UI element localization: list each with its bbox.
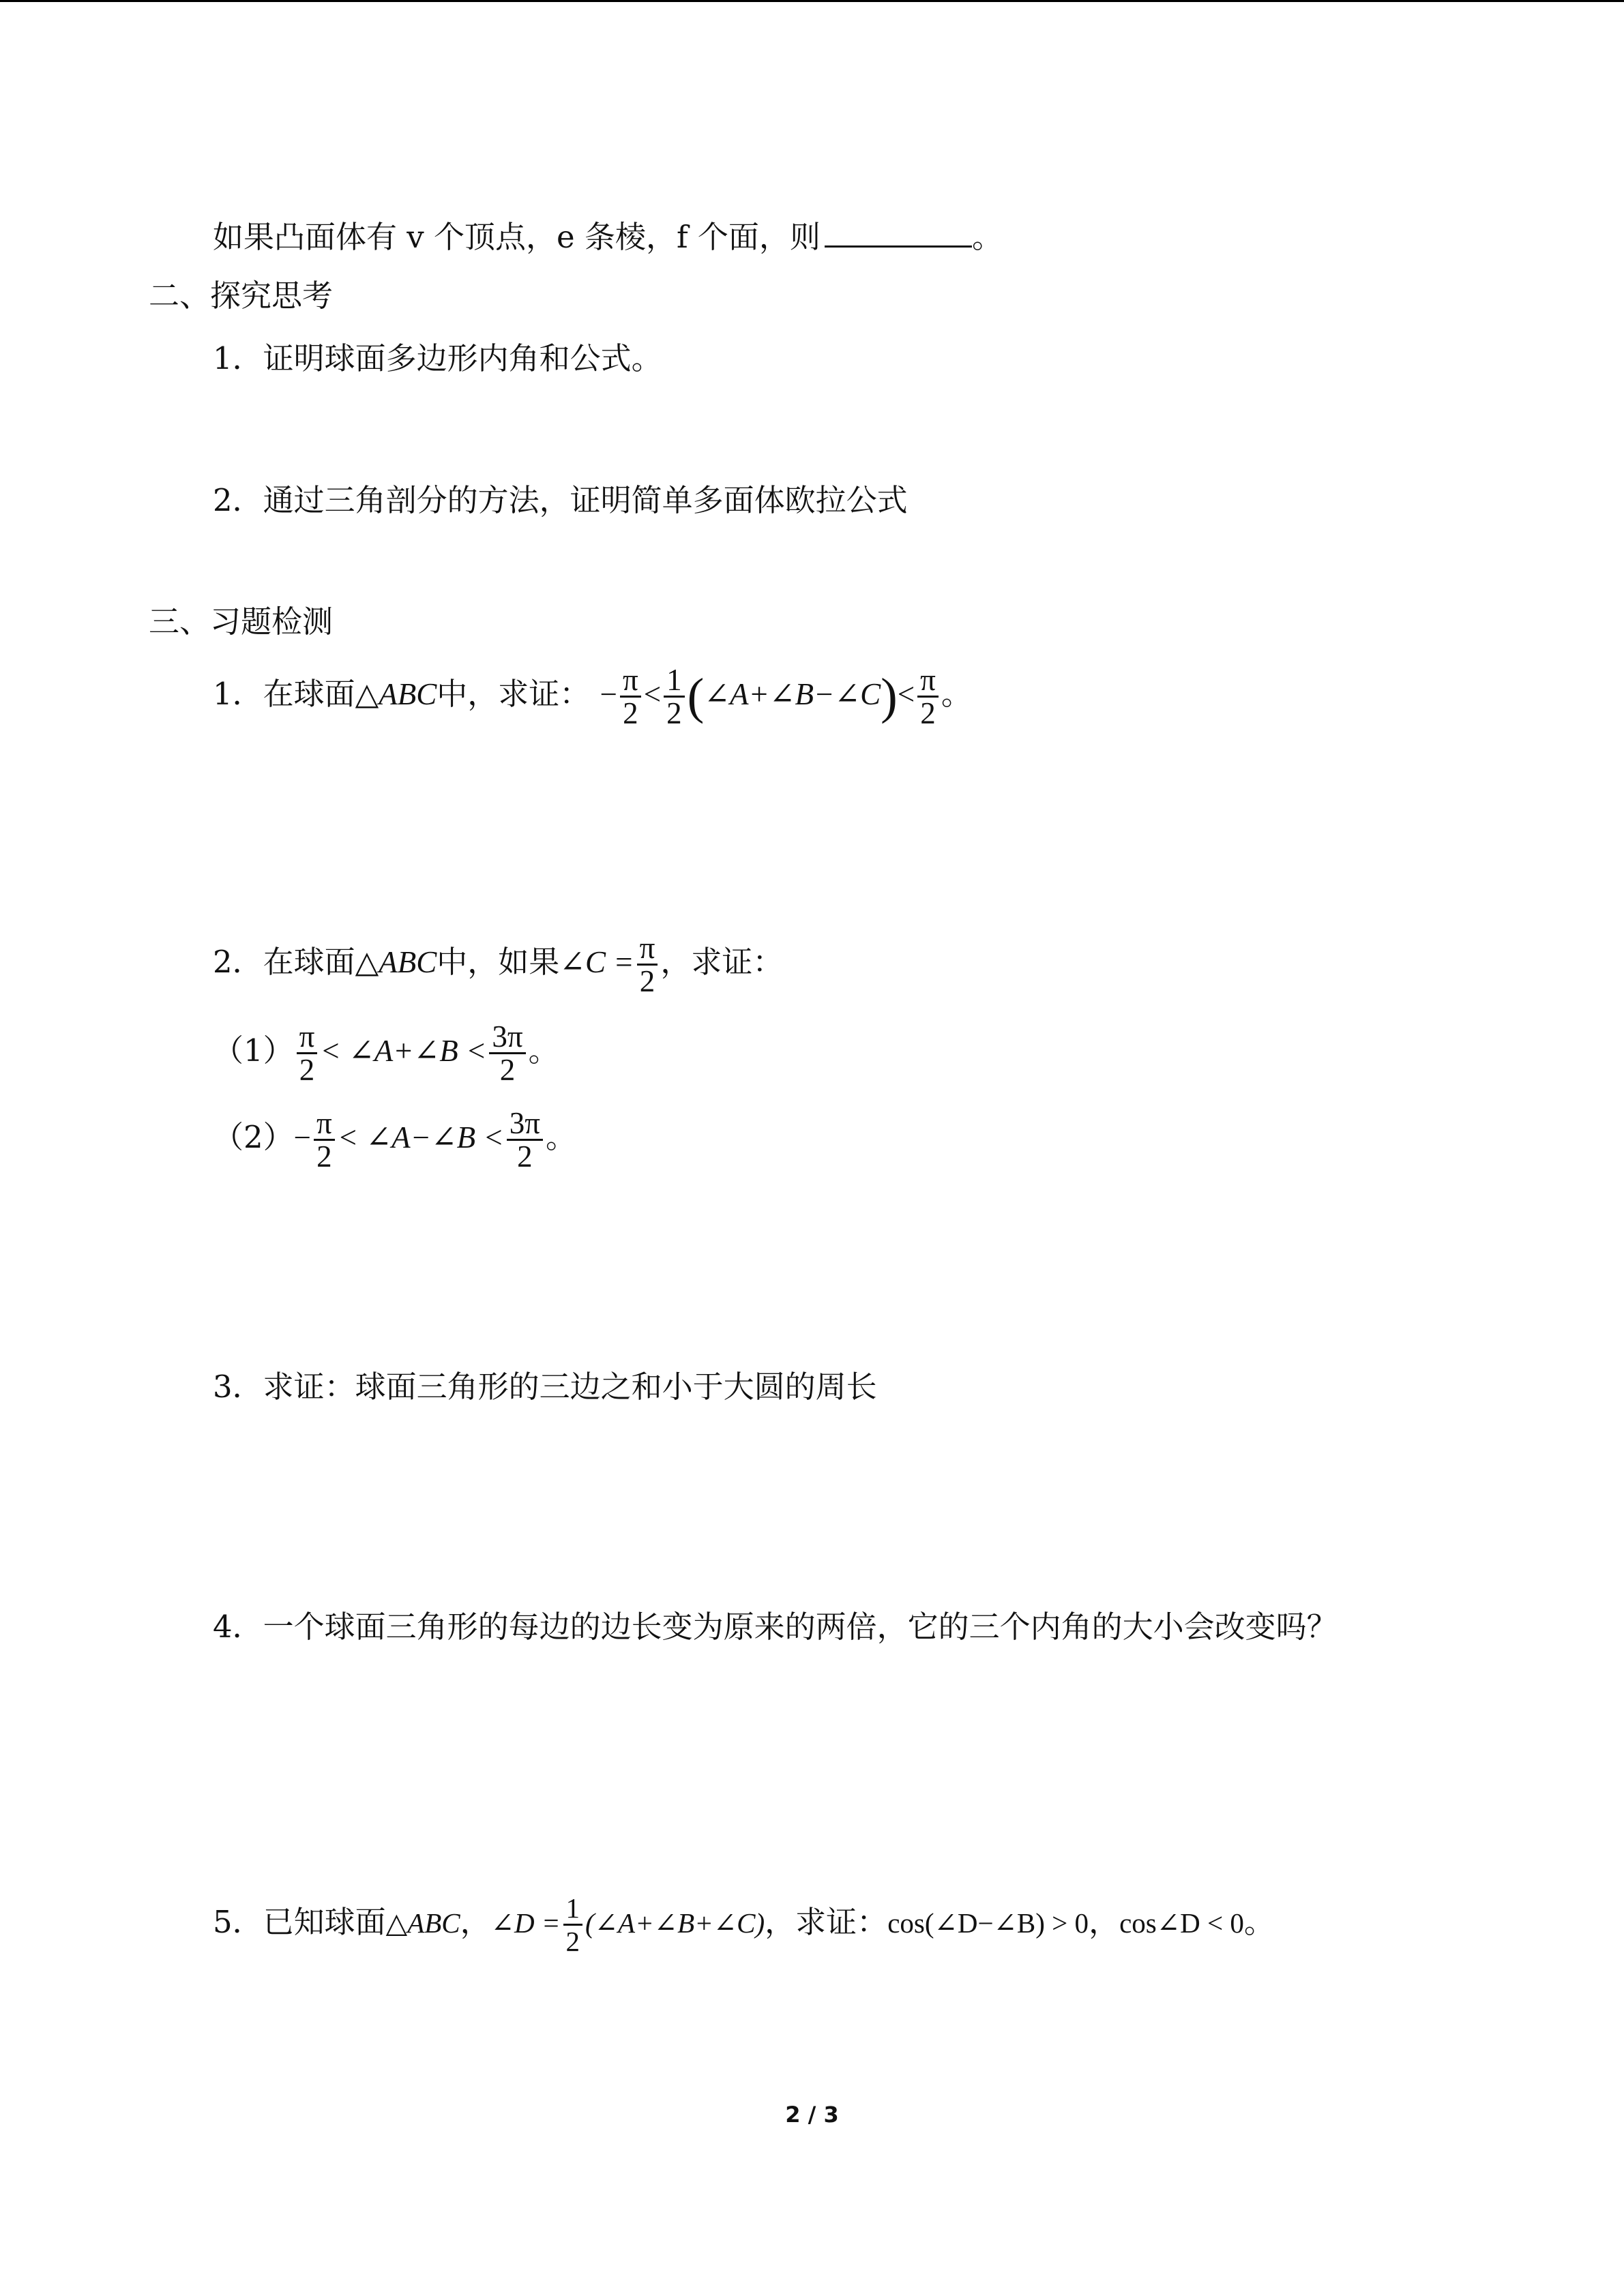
- intro-text: 如果凸面体有 v 个顶点，e 条棱，f 个面，则: [213, 219, 821, 255]
- fraction-pi-over-2: $\frac{\pi}{2}$: [637, 932, 658, 997]
- question-2-part-1: （1） $\frac{\pi}{2}$ < ∠A+∠B < $\frac{3\pi}{2}$ 。: [213, 1019, 559, 1087]
- question-1: 1．在球面△ABC中，求证： − $\frac{\pi}{2}$ < $\frac{1}{2}$ (∠A+∠B−∠C)< $\frac{\pi}{2}$ 。: [213, 663, 972, 730]
- fraction-pi-over-2: $\frac{\pi}{2}$: [297, 1021, 318, 1086]
- fraction-one-half: $\frac{1}{2}$: [563, 1892, 583, 1957]
- fraction-pi-over-2: $\frac{\pi}{2}$: [620, 664, 641, 729]
- section2-item2: 2．通过三角剖分的方法，证明简单多面体欧拉公式: [213, 482, 908, 518]
- section2-heading: 二、探究思考: [149, 278, 334, 314]
- section3-heading: 三、习题检测: [149, 603, 334, 640]
- intro-line: 如果凸面体有 v 个顶点，e 条棱，f 个面，则 。: [213, 219, 1003, 255]
- question-5: 5．已知球面△ABC，∠D = $\frac{1}{2}$ (∠A+∠B+∠C)，求证：cos(∠D−∠B) > 0，cos∠D < 0。: [213, 1892, 1275, 1957]
- fraction-one-half: $\frac{1}{2}$: [664, 664, 685, 729]
- page-number: 2 / 3: [785, 2102, 839, 2128]
- fraction-pi-over-2: $\frac{\pi}{2}$: [314, 1107, 335, 1172]
- fraction-pi-over-2: $\frac{\pi}{2}$: [917, 664, 939, 729]
- question-3: 3．求证：球面三角形的三边之和小于大圆的周长: [213, 1369, 877, 1405]
- fraction-3pi-over-2: $\frac{3\pi}{2}$: [507, 1107, 543, 1172]
- top-border: [0, 0, 1624, 2]
- fraction-3pi-over-2: $\frac{3\pi}{2}$: [489, 1021, 525, 1086]
- question-2: 2．在球面△ABC中，如果∠C = $\frac{\pi}{2}$ ，求证：: [213, 931, 784, 998]
- question-4: 4．一个球面三角形的每边的边长变为原来的两倍，它的三个内角的大小会改变吗？: [213, 1609, 1338, 1645]
- question-2-part-2: （2）− $\frac{\pi}{2}$ < ∠A−∠B < $\frac{3\pi}{2}$ 。: [213, 1106, 576, 1174]
- section2-item1: 1．证明球面多边形内角和公式。: [213, 340, 662, 376]
- answer-blank: [825, 218, 972, 248]
